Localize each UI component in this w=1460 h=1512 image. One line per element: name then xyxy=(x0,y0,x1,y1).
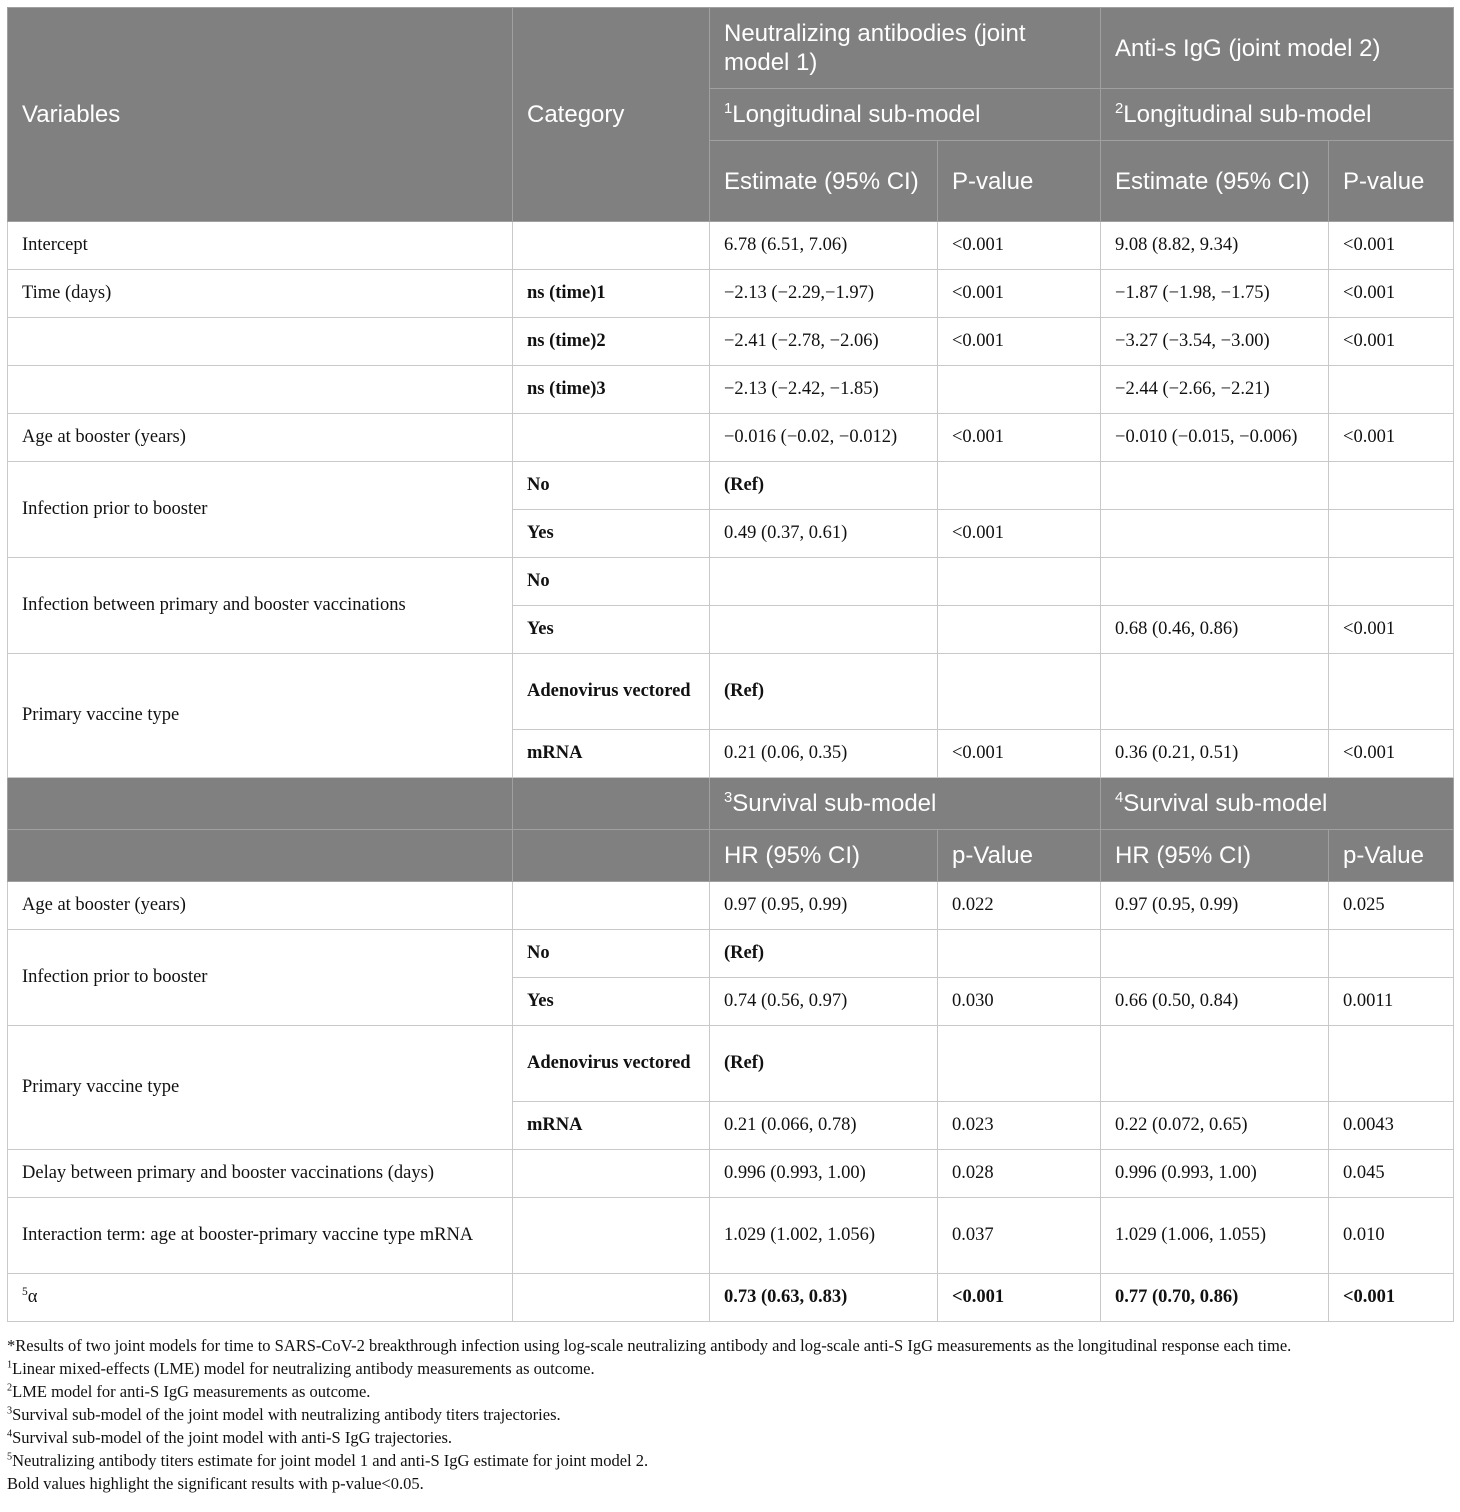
table-row xyxy=(8,414,1454,462)
estimate-cell: −3.27 (−3.54, −3.00) xyxy=(1101,318,1329,366)
estimate-cell: −2.13 (−2.29,−1.97) xyxy=(710,270,938,318)
category-cell xyxy=(513,222,710,270)
pvalue-cell: <0.001 xyxy=(938,270,1101,318)
estimate-cell: −0.016 (−0.02, −0.012) xyxy=(710,414,938,462)
pvalue-cell: <0.001 xyxy=(1329,730,1454,778)
hr-cell: 0.22 (0.072, 0.65) xyxy=(1101,1102,1329,1150)
estimate-cell xyxy=(710,606,938,654)
table-row xyxy=(8,1274,1454,1322)
estimate-cell: −0.010 (−0.015, −0.006) xyxy=(1101,414,1329,462)
category-cell: ns (time)2 xyxy=(513,318,710,366)
pvalue-cell: 0.023 xyxy=(938,1102,1101,1150)
pvalue-cell: <0.001 xyxy=(938,414,1101,462)
hr-cell: (Ref) xyxy=(710,930,938,978)
header-group-anti-s-igg: Anti-s IgG (joint model 2) xyxy=(1101,8,1454,89)
estimate-cell: (Ref) xyxy=(710,654,938,730)
pvalue-cell xyxy=(938,606,1101,654)
header-blank xyxy=(513,778,710,830)
table-row xyxy=(8,1150,1454,1198)
estimate-cell: −2.44 (−2.66, −2.21) xyxy=(1101,366,1329,414)
estimate-cell: 9.08 (8.82, 9.34) xyxy=(1101,222,1329,270)
header-estimate-1: Estimate (95% CI) xyxy=(710,141,938,222)
header-pvalue-2: P-value xyxy=(1329,141,1454,222)
pvalue-cell: <0.001 xyxy=(1329,222,1454,270)
pvalue-cell xyxy=(1329,930,1454,978)
category-cell: No xyxy=(513,462,710,510)
hr-cell xyxy=(1101,930,1329,978)
pvalue-cell xyxy=(1329,654,1454,730)
estimate-cell xyxy=(1101,654,1329,730)
pvalue-cell: 0.025 xyxy=(1329,882,1454,930)
header-variables: Variables xyxy=(8,8,513,222)
variable-cell: Infection prior to booster xyxy=(8,930,513,1026)
header-survival-2: $^4$Survival sub-model xyxy=(1101,778,1454,830)
header-estimate-2: Estimate (95% CI) xyxy=(1101,141,1329,222)
pvalue-cell: 0.0011 xyxy=(1329,978,1454,1026)
variable-cell: $^5$α xyxy=(8,1274,513,1322)
category-cell: No xyxy=(513,558,710,606)
pvalue-cell: 0.037 xyxy=(938,1198,1101,1274)
hr-cell: 0.74 (0.56, 0.97) xyxy=(710,978,938,1026)
table-row xyxy=(8,222,1454,270)
category-cell: Yes xyxy=(513,978,710,1026)
header-blank xyxy=(8,778,513,830)
estimate-cell: −1.87 (−1.98, −1.75) xyxy=(1101,270,1329,318)
header-longitudinal-1: $^1$Longitudinal sub-model xyxy=(710,89,1101,141)
variable-cell: Interaction term: age at booster-primary vaccine type mRNA xyxy=(8,1198,513,1274)
table-row xyxy=(8,654,1454,730)
table-row xyxy=(8,1026,1454,1102)
variable-cell: Age at booster (years) xyxy=(8,414,513,462)
footnote-1: $^1$Linear mixed-effects (LME) model for neutralizing antibody measurements as outcome. xyxy=(7,1359,595,1378)
estimate-cell xyxy=(1101,558,1329,606)
hr-cell xyxy=(1101,1026,1329,1102)
pvalue-cell xyxy=(1329,366,1454,414)
table-row xyxy=(8,882,1454,930)
variable-cell: Intercept xyxy=(8,222,513,270)
variable-cell xyxy=(8,366,513,414)
variable-cell: Primary vaccine type xyxy=(8,1026,513,1150)
footnote-3: $^3$Survival sub-model of the joint model with neutralizing antibody titers trajectories. xyxy=(7,1405,561,1424)
category-cell: mRNA xyxy=(513,730,710,778)
pvalue-cell xyxy=(1329,1026,1454,1102)
table-row xyxy=(8,1198,1454,1274)
estimate-cell: 6.78 (6.51, 7.06) xyxy=(710,222,938,270)
pvalue-cell: <0.001 xyxy=(938,730,1101,778)
pvalue-cell: 0.030 xyxy=(938,978,1101,1026)
hr-cell: 1.029 (1.006, 1.055) xyxy=(1101,1198,1329,1274)
hr-cell: 0.97 (0.95, 0.99) xyxy=(710,882,938,930)
estimate-cell xyxy=(710,558,938,606)
hr-cell: 0.66 (0.50, 0.84) xyxy=(1101,978,1329,1026)
variable-cell: Delay between primary and booster vaccinations (days) xyxy=(8,1150,513,1198)
results-table xyxy=(7,7,1454,1322)
pvalue-cell xyxy=(938,462,1101,510)
pvalue-cell xyxy=(938,558,1101,606)
estimate-cell: 0.68 (0.46, 0.86) xyxy=(1101,606,1329,654)
pvalue-cell: <0.001 xyxy=(938,318,1101,366)
variable-cell: Time (days) xyxy=(8,270,513,318)
variable-cell: Primary vaccine type xyxy=(8,654,513,778)
pvalue-cell: <0.001 xyxy=(1329,414,1454,462)
pvalue-cell xyxy=(1329,462,1454,510)
table-row xyxy=(8,558,1454,606)
footnote-4: $^4$Survival sub-model of the joint model with anti-S IgG trajectories. xyxy=(7,1428,453,1447)
hr-cell: 0.21 (0.066, 0.78) xyxy=(710,1102,938,1150)
footnote-bold: Bold values highlight the significant results with p-value<0.05. xyxy=(7,1474,424,1493)
pvalue-cell: 0.045 xyxy=(1329,1150,1454,1198)
category-cell xyxy=(513,882,710,930)
pvalue-cell: 0.028 xyxy=(938,1150,1101,1198)
header-pvalue-3: p-Value xyxy=(938,830,1101,882)
category-cell xyxy=(513,1274,710,1322)
estimate-cell: −2.41 (−2.78, −2.06) xyxy=(710,318,938,366)
pvalue-cell xyxy=(938,654,1101,730)
estimate-cell xyxy=(1101,510,1329,558)
pvalue-cell: 0.022 xyxy=(938,882,1101,930)
pvalue-cell: 0.0043 xyxy=(1329,1102,1454,1150)
pvalue-cell: <0.001 xyxy=(938,222,1101,270)
hr-cell: 0.97 (0.95, 0.99) xyxy=(1101,882,1329,930)
table-row xyxy=(8,462,1454,510)
hr-cell: 0.77 (0.70, 0.86) xyxy=(1101,1274,1329,1322)
category-cell: ns (time)1 xyxy=(513,270,710,318)
table-footnotes xyxy=(7,1334,1453,1495)
hr-cell: 0.996 (0.993, 1.00) xyxy=(1101,1150,1329,1198)
hr-cell: (Ref) xyxy=(710,1026,938,1102)
category-cell xyxy=(513,1150,710,1198)
variable-cell xyxy=(8,318,513,366)
header-pvalue-1: P-value xyxy=(938,141,1101,222)
hr-cell: 0.996 (0.993, 1.00) xyxy=(710,1150,938,1198)
category-cell xyxy=(513,414,710,462)
category-cell: ns (time)3 xyxy=(513,366,710,414)
category-cell xyxy=(513,1198,710,1274)
header-group-neutralizing: Neutralizing antibodies (joint model 1) xyxy=(710,8,1101,89)
header-hr-1: HR (95% CI) xyxy=(710,830,938,882)
pvalue-cell: <0.001 xyxy=(938,1274,1101,1322)
category-cell: mRNA xyxy=(513,1102,710,1150)
category-cell: Adenovirus vectored xyxy=(513,1026,710,1102)
estimate-cell xyxy=(1101,462,1329,510)
header-category: Category xyxy=(513,8,710,222)
pvalue-cell xyxy=(1329,558,1454,606)
header-blank xyxy=(8,830,513,882)
header-pvalue-4: p-Value xyxy=(1329,830,1454,882)
estimate-cell: 0.36 (0.21, 0.51) xyxy=(1101,730,1329,778)
table-row xyxy=(8,366,1454,414)
table-row xyxy=(8,930,1454,978)
pvalue-cell xyxy=(938,366,1101,414)
category-cell: Adenovirus vectored xyxy=(513,654,710,730)
estimate-cell: −2.13 (−2.42, −1.85) xyxy=(710,366,938,414)
footnote-2: $^2$LME model for anti-S IgG measurements as outcome. xyxy=(7,1382,371,1401)
variable-cell: Infection between primary and booster vaccinations xyxy=(8,558,513,654)
pvalue-cell xyxy=(938,1026,1101,1102)
estimate-cell: 0.49 (0.37, 0.61) xyxy=(710,510,938,558)
pvalue-cell: <0.001 xyxy=(938,510,1101,558)
variable-cell: Infection prior to booster xyxy=(8,462,513,558)
table-row xyxy=(8,270,1454,318)
pvalue-cell: <0.001 xyxy=(1329,1274,1454,1322)
pvalue-cell xyxy=(1329,510,1454,558)
pvalue-cell xyxy=(938,930,1101,978)
category-cell: Yes xyxy=(513,510,710,558)
pvalue-cell: <0.001 xyxy=(1329,318,1454,366)
category-cell: No xyxy=(513,930,710,978)
pvalue-cell: 0.010 xyxy=(1329,1198,1454,1274)
hr-cell: 1.029 (1.002, 1.056) xyxy=(710,1198,938,1274)
header-longitudinal-2: $^2$Longitudinal sub-model xyxy=(1101,89,1454,141)
pvalue-cell: <0.001 xyxy=(1329,270,1454,318)
variable-cell: Age at booster (years) xyxy=(8,882,513,930)
estimate-cell: 0.21 (0.06, 0.35) xyxy=(710,730,938,778)
header-survival-1: $^3$Survival sub-model xyxy=(710,778,1101,830)
estimate-cell: (Ref) xyxy=(710,462,938,510)
footnote-5: $^5$Neutralizing antibody titers estimate for joint model 1 and anti-S IgG estimate for joint model 2. xyxy=(7,1451,649,1470)
hr-cell: 0.73 (0.63, 0.83) xyxy=(710,1274,938,1322)
header-hr-2: HR (95% CI) xyxy=(1101,830,1329,882)
pvalue-cell: <0.001 xyxy=(1329,606,1454,654)
footnote-star: *Results of two joint models for time to SARS-CoV-2 breakthrough infection using log-scale neutralizing antibody and log-scale anti-S IgG measurements as the longitudinal response each time. xyxy=(7,1336,1292,1355)
header-blank xyxy=(513,830,710,882)
category-cell: Yes xyxy=(513,606,710,654)
table-row xyxy=(8,318,1454,366)
